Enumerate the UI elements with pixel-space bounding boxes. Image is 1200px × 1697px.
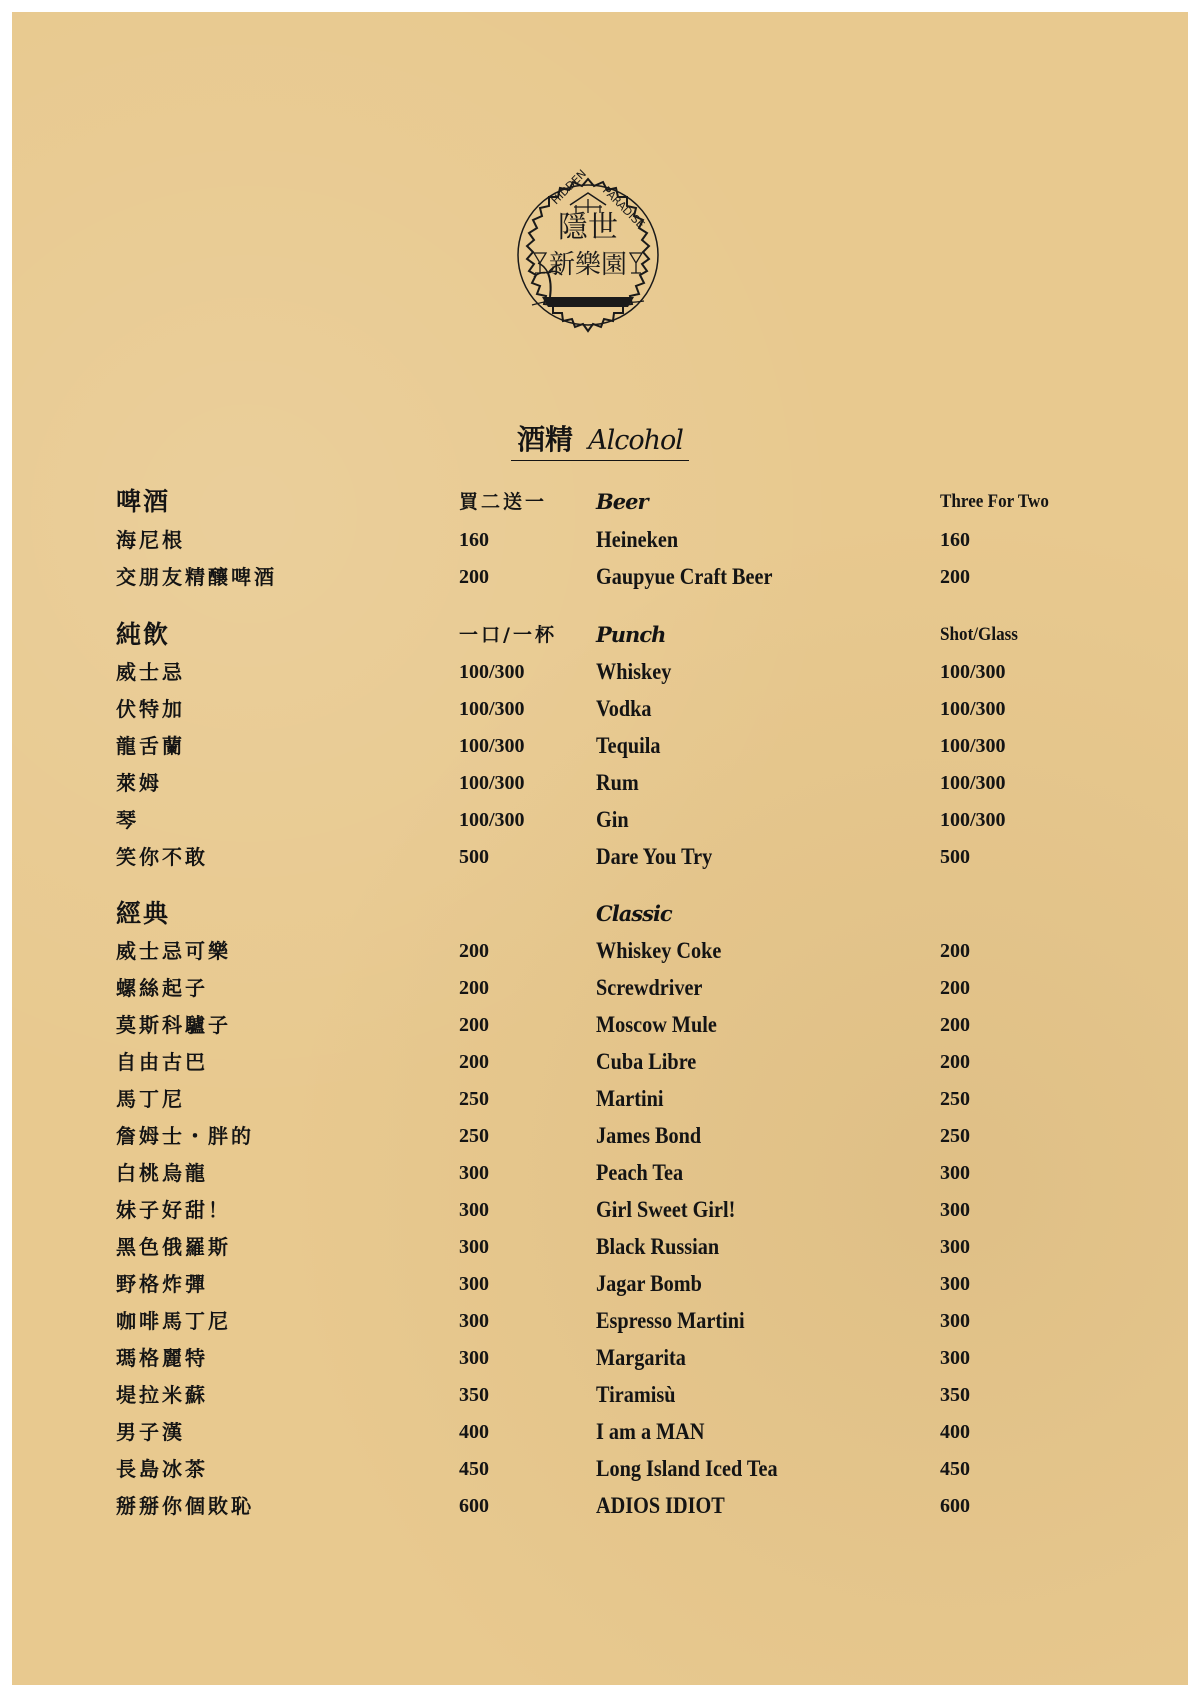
section-header-beer (0, 485, 1200, 519)
item-price: 300 (459, 1310, 489, 1332)
item-price-en: 100/300 (940, 661, 1006, 683)
item-price-en: 100/300 (940, 772, 1006, 794)
item-price-en: 300 (940, 1162, 970, 1184)
menu-item-row (0, 523, 1200, 557)
item-name-zh: 威士忌 (116, 660, 185, 684)
svg-text:HIDDEN: HIDDEN (548, 167, 589, 208)
item-price: 350 (459, 1384, 489, 1406)
item-price: 600 (459, 1495, 489, 1517)
menu-item-row (0, 1045, 1200, 1079)
item-price-en: 100/300 (940, 735, 1006, 757)
item-name-zh: 男子漢 (116, 1420, 185, 1444)
heading-chinese: 酒精 (517, 423, 574, 456)
section-title-en: Punch (596, 622, 666, 647)
item-price-en: 400 (940, 1421, 970, 1443)
item-name-en: Screwdriver (596, 975, 703, 1000)
svg-text:新樂園: 新樂園 (548, 250, 628, 280)
item-price: 450 (459, 1458, 489, 1480)
item-price-en: 100/300 (940, 809, 1006, 831)
item-name-en: ADIOS IDIOT (596, 1493, 725, 1518)
item-name-en: Whiskey Coke (596, 938, 722, 963)
item-price: 300 (459, 1162, 489, 1184)
item-name-zh: 馬丁尼 (116, 1087, 185, 1111)
item-price: 500 (459, 846, 489, 868)
item-name-en: Girl Sweet Girl! (596, 1197, 736, 1222)
item-name-en: Cuba Libre (596, 1049, 697, 1074)
item-name-zh: 龍舌蘭 (116, 734, 185, 758)
item-name-zh: 長島冰茶 (116, 1457, 208, 1481)
item-price-en: 200 (940, 1051, 970, 1073)
section-title-en: Classic (596, 901, 672, 926)
item-name-zh: 白桃烏龍 (116, 1161, 208, 1185)
section-title-zh: 純飲 (116, 620, 171, 649)
item-price-en: 100/300 (940, 698, 1006, 720)
item-price: 300 (459, 1347, 489, 1369)
item-name-zh: 琴 (116, 808, 139, 832)
item-name-zh: 螺絲起子 (116, 976, 208, 1000)
item-name-en: Jagar Bomb (596, 1271, 702, 1296)
svg-text:隱世: 隱世 (558, 210, 618, 245)
item-name-en: Heineken (596, 527, 679, 552)
item-name-en: Margarita (596, 1345, 686, 1370)
section-title-en: Beer (596, 489, 648, 514)
menu-item-row (0, 560, 1200, 594)
item-name-zh: 海尼根 (116, 528, 185, 552)
item-name-zh: 咖啡馬丁尼 (116, 1309, 231, 1333)
section-title-zh: 啤酒 (116, 487, 171, 516)
item-price-en: 160 (940, 529, 970, 551)
item-price: 250 (459, 1088, 489, 1110)
menu-item-row (0, 1156, 1200, 1190)
item-price: 300 (459, 1273, 489, 1295)
item-name-en: Espresso Martini (596, 1308, 745, 1333)
item-price-en: 350 (940, 1384, 970, 1406)
menu-item-row (0, 840, 1200, 874)
item-price: 300 (459, 1199, 489, 1221)
item-name-zh: 野格炸彈 (116, 1272, 208, 1296)
item-name-zh: 妹子好甜！ (116, 1198, 231, 1222)
menu-item-row (0, 766, 1200, 800)
item-name-zh: 萊姆 (116, 771, 162, 795)
menu-item-row (0, 1230, 1200, 1264)
item-price: 250 (459, 1125, 489, 1147)
item-price: 300 (459, 1236, 489, 1258)
item-price: 100/300 (459, 809, 525, 831)
menu-item-row (0, 1341, 1200, 1375)
section-note-zh: 一口/一杯 (459, 624, 557, 646)
item-name-zh: 瑪格麗特 (116, 1346, 208, 1370)
item-price: 100/300 (459, 772, 525, 794)
item-name-zh: 交朋友精釀啤酒 (116, 565, 277, 589)
item-price: 100/300 (459, 661, 525, 683)
menu-item-row (0, 803, 1200, 837)
item-price-en: 250 (940, 1088, 970, 1110)
item-name-zh: 黑色俄羅斯 (116, 1235, 231, 1259)
item-price-en: 300 (940, 1310, 970, 1332)
menu-item-row (0, 1304, 1200, 1338)
item-price-en: 200 (940, 977, 970, 999)
item-price-en: 300 (940, 1347, 970, 1369)
item-price-en: 450 (940, 1458, 970, 1480)
item-name-en: Gaupyue Craft Beer (596, 564, 773, 589)
item-price: 400 (459, 1421, 489, 1443)
item-price: 160 (459, 529, 489, 551)
item-name-en: James Bond (596, 1123, 702, 1148)
item-price-en: 300 (940, 1199, 970, 1221)
item-price-en: 250 (940, 1125, 970, 1147)
menu-item-row (0, 1415, 1200, 1449)
heading-english: Alcohol (588, 425, 683, 456)
menu-item-row (0, 1452, 1200, 1486)
item-price-en: 300 (940, 1273, 970, 1295)
svg-text:PARADISE: PARADISE (599, 183, 648, 232)
section-note-zh: 買二送一 (459, 491, 548, 513)
item-name-zh: 伏特加 (116, 697, 185, 721)
item-name-en: Peach Tea (596, 1160, 684, 1185)
item-name-en: Moscow Mule (596, 1012, 717, 1037)
menu-item-row (0, 1119, 1200, 1153)
section-note-en: Shot/Glass (940, 624, 1018, 645)
menu-item-row (0, 655, 1200, 689)
item-name-en: Tiramisù (596, 1382, 676, 1407)
menu-item-row (0, 1378, 1200, 1412)
item-price-en: 500 (940, 846, 970, 868)
item-price-en: 200 (940, 940, 970, 962)
item-name-zh: 自由古巴 (116, 1050, 208, 1074)
section-header-punch (0, 618, 1200, 652)
item-price: 200 (459, 977, 489, 999)
item-name-zh: 笑你不敢 (116, 845, 208, 869)
item-name-en: Long Island Iced Tea (596, 1456, 778, 1481)
item-price: 100/300 (459, 698, 525, 720)
item-name-en: Tequila (596, 733, 661, 758)
item-price-en: 200 (940, 1014, 970, 1036)
menu-item-row (0, 971, 1200, 1005)
item-name-zh: 莫斯科驢子 (116, 1013, 231, 1037)
item-name-en: Black Russian (596, 1234, 720, 1259)
item-price: 200 (459, 566, 489, 588)
item-price: 100/300 (459, 735, 525, 757)
section-title-zh: 經典 (116, 899, 171, 928)
item-name-en: Vodka (596, 696, 652, 721)
menu-item-row (0, 934, 1200, 968)
menu-item-row (0, 692, 1200, 726)
item-name-zh: 堤拉米蘇 (116, 1383, 208, 1407)
menu-item-row (0, 1008, 1200, 1042)
item-price: 200 (459, 1014, 489, 1036)
item-price: 200 (459, 940, 489, 962)
item-name-en: Martini (596, 1086, 664, 1111)
item-name-zh: 掰掰你個敗恥 (116, 1494, 254, 1518)
item-name-en: Rum (596, 770, 639, 795)
item-name-en: Whiskey (596, 659, 672, 684)
section-note-en: Three For Two (940, 491, 1049, 512)
item-price-en: 200 (940, 566, 970, 588)
menu-item-row (0, 1193, 1200, 1227)
item-name-en: Gin (596, 807, 629, 832)
menu-item-row (0, 729, 1200, 763)
menu-item-row (0, 1267, 1200, 1301)
item-price-en: 600 (940, 1495, 970, 1517)
item-name-en: Dare You Try (596, 844, 713, 869)
item-name-en: I am a MAN (596, 1419, 705, 1444)
item-price-en: 300 (940, 1236, 970, 1258)
section-header-classic (0, 897, 1200, 931)
item-name-zh: 詹姆士・胖的 (116, 1124, 254, 1148)
item-price: 200 (459, 1051, 489, 1073)
menu-item-row (0, 1489, 1200, 1523)
menu-item-row (0, 1082, 1200, 1116)
item-name-zh: 威士忌可樂 (116, 939, 231, 963)
